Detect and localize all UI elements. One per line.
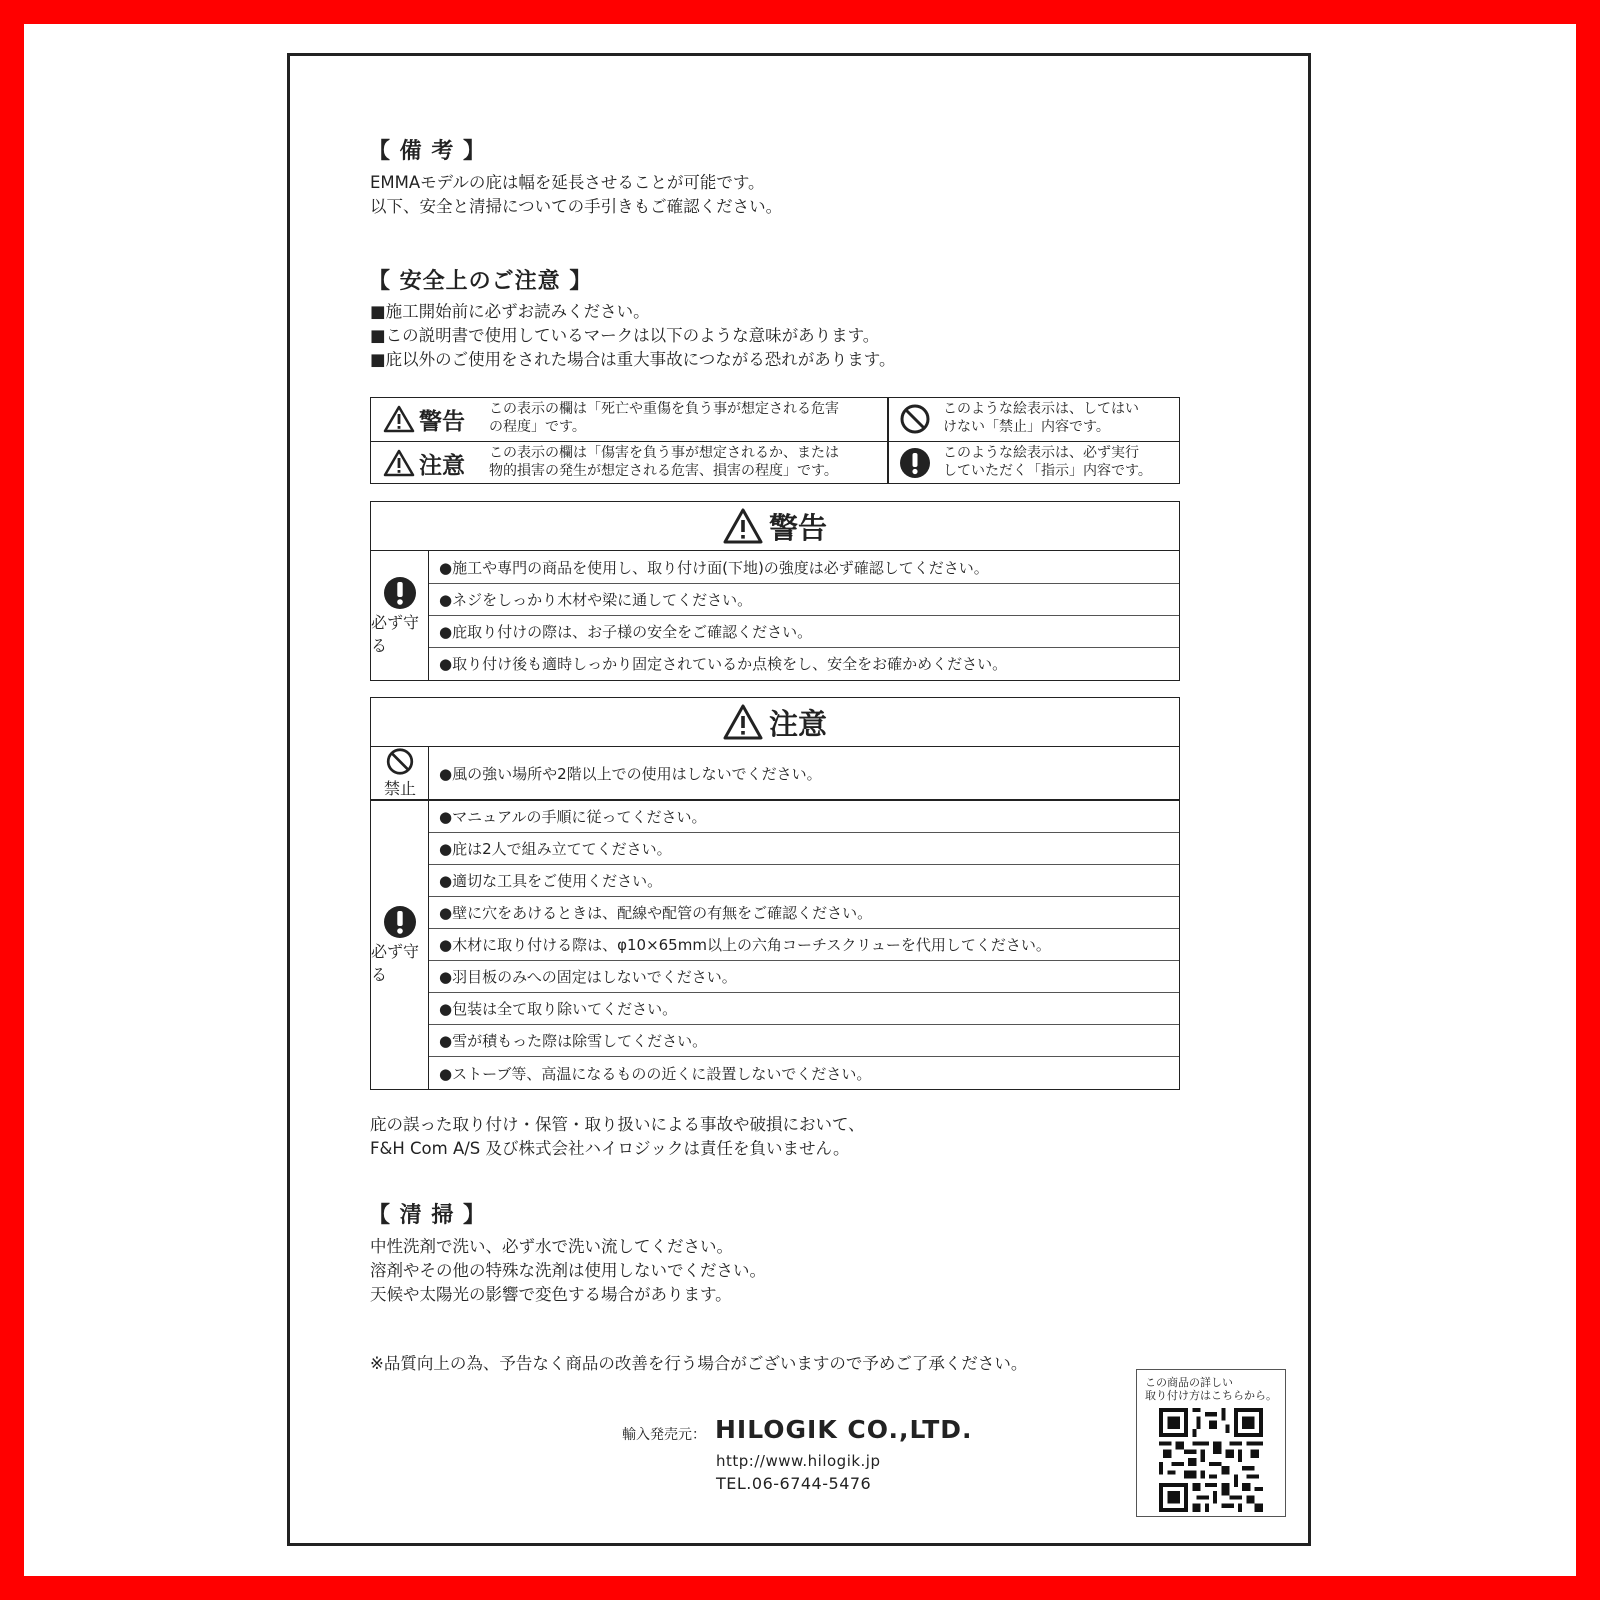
caution-box-title [371,698,1179,747]
company-tel: TEL.06-6744-5476 [716,1474,872,1493]
warning-mandatory-cell [371,551,429,680]
qr-caption-line-1: この商品の詳しい [1145,1376,1233,1389]
qr-caption [1145,1376,1277,1402]
legend-caution-desc [489,444,839,480]
warning-triangle-icon [383,405,415,433]
caution-mandatory-cell [371,800,429,1089]
caution-prohibit-item: ●風の強い場所や2階以上での使用はしないでください。 [439,764,822,783]
mandatory-label: 必ず守る [371,612,420,655]
legend-mandatory-desc [943,444,1152,480]
legend-prohibit-desc-line-1: このような絵表示は、してはい [943,401,1139,417]
mandatory-icon [383,905,417,939]
warning-item-1: ●施工や専門の商品を使用し、取り付け面(下地)の強度は必ず確認してください。 [439,558,989,577]
cleaning-line-3: 天候や太陽光の影響で変色する場合があります。 [370,1285,732,1304]
qr-code-image[interactable] [1159,1408,1263,1512]
legend-row-warning [371,398,1179,440]
cleaning-heading: 【 清 掃 】 [368,1203,486,1228]
safety-line-1: ■施工開始前に必ずお読みください。 [370,302,650,321]
prohibit-icon [384,747,416,776]
warning-box-title [371,502,1179,551]
mandatory-icon [383,576,417,610]
warning-item-2: ●ネジをしっかり木材や梁に通してください。 [429,583,1179,615]
legend-warning-tag [383,401,465,437]
legend-warning-label: 警告 [419,408,465,435]
warning-box-title-text: 警告 [768,510,827,545]
caution-triangle-icon [723,704,763,740]
caution-box-title-text: 注意 [768,706,827,741]
cleaning-line-2: 溶剤やその他の特殊な洗剤は使用しないでください。 [370,1261,766,1280]
warning-triangle-icon [723,508,763,544]
caution-item-3: ●適切な工具をご使用ください。 [429,864,1179,896]
caution-item-8: ●雪が積もった際は除雪してください。 [429,1024,1179,1056]
legend-prohibit-desc-line-2: けない「禁止」内容です。 [943,419,1110,435]
caution-item-6: ●羽目板のみへの固定はしないでください。 [429,960,1179,992]
legend-row-caution [371,441,1179,484]
caution-item-2: ●庇は2人で組み立ててください。 [429,832,1179,864]
caution-item-4: ●壁に穴をあけるときは、配線や配管の有無をご確認ください。 [429,896,1179,928]
legend-prohibit-desc [943,400,1139,436]
company-name: HILOGIK CO.,LTD. [715,1415,973,1444]
qr-caption-line-2: 取り付け方はこちらから。 [1145,1389,1277,1402]
mandatory-label: 必ず守る [371,941,420,984]
legend-warning-desc [489,400,839,436]
safety-line-2: ■この説明書で使用しているマークは以下のような意味があります。 [370,326,880,345]
instruction-sheet [287,53,1311,1546]
cleaning-line-1: 中性洗剤で洗い、必ず水で洗い流してください。 [370,1237,733,1256]
caution-triangle-icon [383,449,415,477]
warning-item-3: ●庇取り付けの際は、お子様の安全をご確認ください。 [429,615,1179,647]
legend-caution-label: 注意 [419,452,465,479]
caution-item-9: ●ストーブ等、高温になるものの近くに設置しないでください。 [429,1056,1179,1089]
legend-mandatory-desc-line-1: このような絵表示は、必ず実行 [943,445,1139,461]
caution-prohibit-cell [371,747,429,799]
legend-caution-desc-line-1: この表示の欄は「傷害を負う事が想定されるか、または [489,445,839,461]
mandatory-icon [899,447,931,479]
caution-item-5: ●木材に取り付ける際は、φ10×65mm以上の六角コーチスクリューを代用してください。 [429,928,1179,960]
legend-warning-desc-line-1: この表示の欄は「死亡や重傷を負う事が想定される危害 [489,401,839,417]
disclaimer-line-1: 庇の誤った取り付け・保管・取り扱いによる事故や破損において、 [370,1115,865,1134]
legend-caution-tag [383,445,465,481]
importer-label: 輸入発売元： [622,1427,706,1443]
caution-box [370,697,1180,1090]
company-url: http://www.hilogik.jp [716,1452,881,1470]
safety-heading: 【 安全上のご注意 】 [368,269,593,294]
qr-code-box [1136,1369,1286,1517]
caution-item-1: ●マニュアルの手順に従ってください。 [439,807,707,826]
notes-heading: 【 備 考 】 [368,139,486,164]
disclaimer-line-2: F&H Com A/S 及び株式会社ハイロジックは責任を負いません。 [370,1139,850,1158]
quality-note: ※品質向上の為、予告なく商品の改善を行う場合がございますので予めご了承ください。 [370,1354,1028,1373]
prohibit-icon [899,403,931,435]
legend-warning-desc-line-2: の程度」です。 [489,419,586,435]
legend-caution-desc-line-2: 物的損害の発生が想定される危害、損害の程度」です。 [489,463,838,479]
safety-line-3: ■庇以外のご使用をされた場合は重大事故につながる恐れがあります。 [370,350,896,369]
notes-line-1: EMMAモデルの庇は幅を延長させることが可能です。 [370,173,765,192]
caution-item-7: ●包装は全て取り除いてください。 [429,992,1179,1024]
notes-line-2: 以下、安全と清掃についての手引きもご確認ください。 [370,197,783,216]
symbol-legend-table [370,397,1180,484]
warning-item-4: ●取り付け後も適時しっかり固定されているか点検をし、安全をお確かめください。 [429,647,1179,679]
prohibit-label: 禁止 [383,779,416,798]
legend-mandatory-desc-line-2: していただく「指示」内容です。 [943,463,1152,479]
warning-box [370,501,1180,681]
